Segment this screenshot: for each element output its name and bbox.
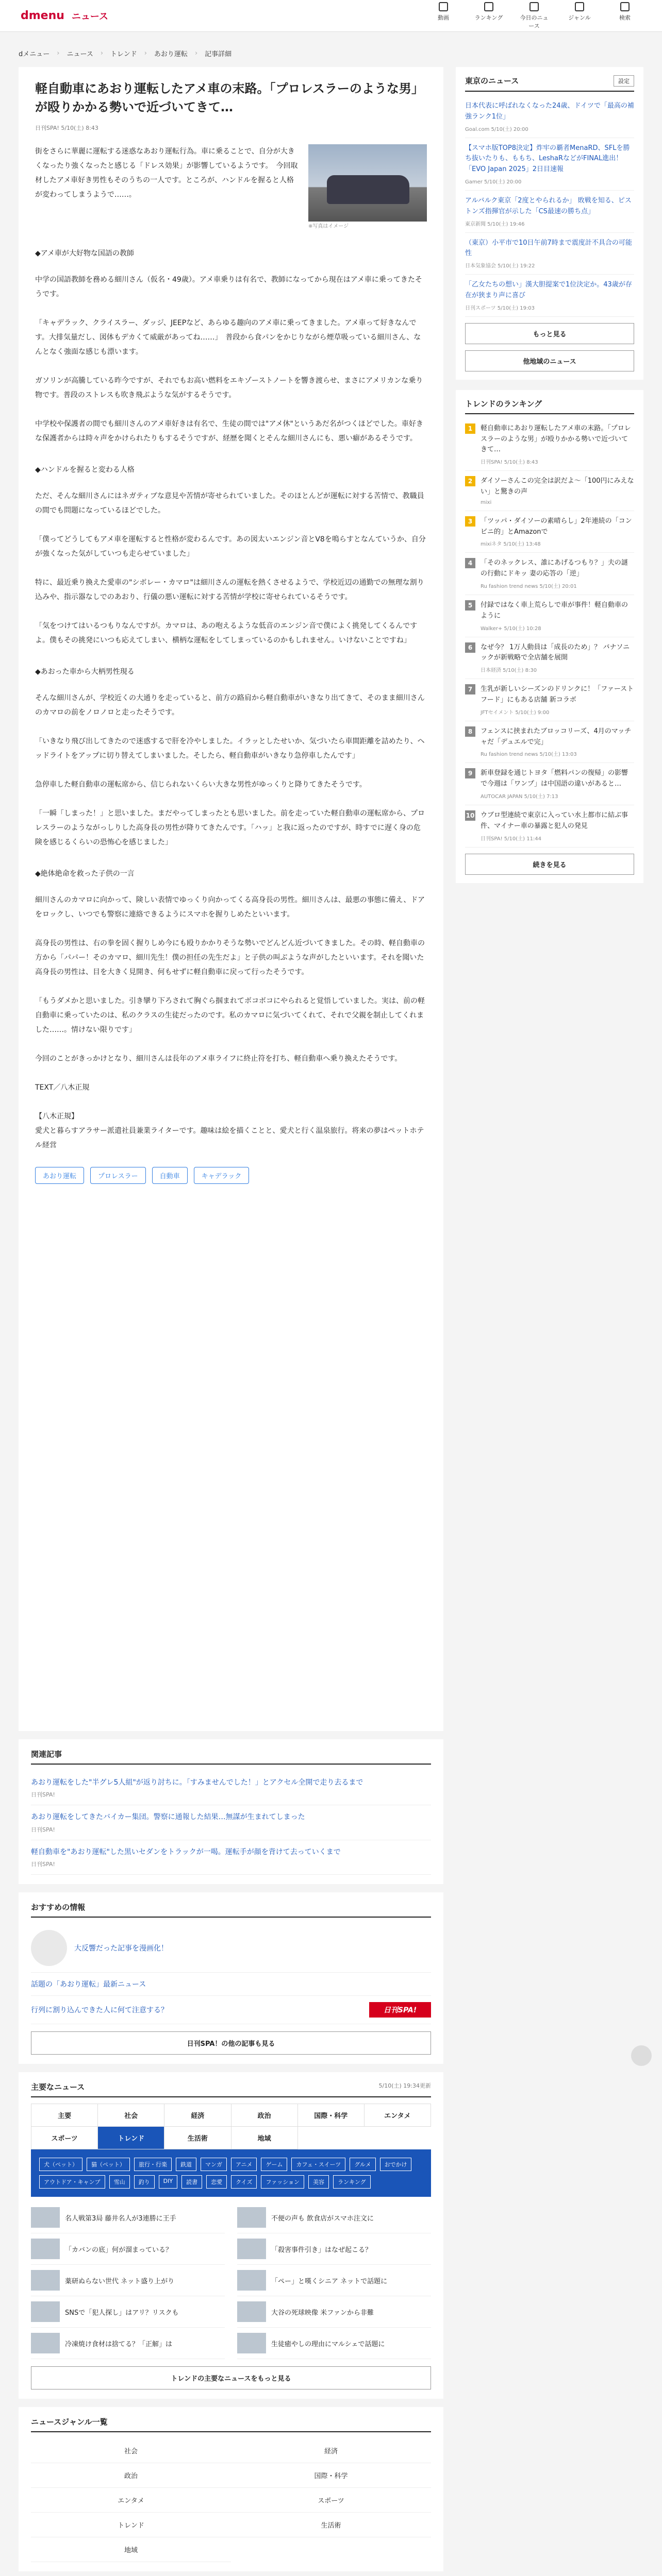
breadcrumb-item[interactable]: dメニュー xyxy=(19,50,50,58)
section-heading: ◆ハンドルを握ると変わる人格 xyxy=(35,466,135,474)
news-title[interactable]: 不便の声も 飲食店がスマホ注文に xyxy=(271,2214,374,2223)
recommend-item[interactable] xyxy=(31,1924,431,1973)
related-item[interactable] xyxy=(31,1840,431,1875)
tokyo-news-link[interactable]: （東京）小平市で10日午前7時まで震度計不具合の可能性 xyxy=(465,239,632,258)
ranking-body xyxy=(481,684,634,716)
ranking-link[interactable]: 「ツッパ・ダイソーの素晴らし」2年連続の「コンビニ的」とAmazonで xyxy=(481,517,632,536)
ranking-number: 6 xyxy=(465,642,475,653)
ranking-source: mixi xyxy=(481,499,492,505)
news-section-title[interactable]: ニュース xyxy=(71,11,109,22)
header-nav-label: 今日のニュース xyxy=(520,14,549,29)
tokyo-news-item[interactable] xyxy=(465,96,634,138)
topic-chip[interactable]: 犬（ペット） xyxy=(39,2158,82,2171)
article-paragraph: 中学の国語教師を務める細川さん（仮名・49歳）。アメ車乗りは有名で、教師になってから現在はアメ車に乗ってきたそうです。 xyxy=(35,276,422,298)
header-nav-label: 検索 xyxy=(619,14,631,21)
tokyo-news-source: Goal.com 5/10(土) 20:00 xyxy=(465,126,528,132)
ranking-item[interactable] xyxy=(465,511,634,553)
tokyo-news-source: Gamer 5/10(土) 20:00 xyxy=(465,179,522,185)
topic-chip[interactable]: ランキング xyxy=(333,2175,371,2189)
header-nav-1[interactable] xyxy=(427,2,460,30)
tag-link[interactable]: キャデラック xyxy=(194,1167,250,1184)
ranking-item[interactable] xyxy=(465,721,634,764)
ranking-number: 2 xyxy=(465,476,475,486)
news-title[interactable]: SNSで「犯人探し」はアリ？リスクも xyxy=(65,2309,179,2317)
tab-3[interactable]: 経済 xyxy=(164,2104,231,2127)
related-source: 日刊SPA! xyxy=(31,1791,55,1799)
article-paragraph: 中学校や保護者の間でも細川さんのアメ車好きは有名で、生徒の間では"アメ休"というあだ名がつくほどでした。車好きな保護者からは時々声をかけられたりもするそうですが、経歴を聞くとそんな細川さんにも、悪い癖があるそうです。 xyxy=(35,420,423,443)
news-thumbnail xyxy=(31,2207,60,2228)
genre-link[interactable]: 政治 xyxy=(31,2463,231,2488)
manga-thumbnail-icon xyxy=(31,1930,67,1966)
article-body xyxy=(35,248,427,1066)
ranking-item[interactable] xyxy=(465,637,634,680)
genre-link[interactable]: トレンド xyxy=(31,2513,231,2537)
ranking-body xyxy=(481,642,634,674)
ranking-source: Walker+ 5/10(土) 10:28 xyxy=(481,625,541,632)
related-link[interactable]: あおり運転をした"半グレ5人組"が返り討ちに。「すみませんでした！」とアクセル全開で走り去るまで xyxy=(31,1778,363,1787)
ranking-link[interactable]: ダイソーさんこの完全は訳だよ〜「100円にみえない」と驚きの声 xyxy=(481,477,634,496)
topic-chip[interactable]: 猫（ペット） xyxy=(87,2158,130,2171)
news-tabs xyxy=(31,2104,431,2149)
tokyo-news xyxy=(456,67,643,380)
recommend-section xyxy=(19,1892,443,2064)
news-grid xyxy=(31,2197,431,2359)
ranking-number: 3 xyxy=(465,516,475,527)
header-nav-3[interactable] xyxy=(518,2,551,30)
ranking-number: 9 xyxy=(465,768,475,778)
news-title[interactable]: 名人戦第3局 藤井名人が3連勝に王手 xyxy=(65,2214,176,2223)
recommend-item[interactable] xyxy=(31,1996,431,2024)
ranking-body xyxy=(481,726,634,758)
ranking-source: 日刊SPA! 5/10(土) 11:44 xyxy=(481,836,542,842)
genre-link[interactable]: 地域 xyxy=(31,2537,231,2562)
ranking-item[interactable] xyxy=(465,763,634,805)
trend-more-button[interactable]: トレンドの主要なニュースをもっと見る xyxy=(31,2366,431,2389)
news-item[interactable] xyxy=(237,2202,431,2233)
profile-heading: 【八木正規】 xyxy=(35,1112,78,1121)
breadcrumb-item[interactable]: ニュース xyxy=(67,50,93,58)
spa-logo: 日刊SPA! xyxy=(369,2002,431,2018)
clock-icon xyxy=(529,2,539,11)
tokyo-more-button[interactable]: もっと見る xyxy=(465,323,634,344)
article-lead: 街をさらに華麗に運転する迷惑なあおり運転行為。車に乗ることで、自分が大きくなったり強くなったと感じる「ドレス効果」が影響しているようです。 今回取材したアメ車好き男性もそのうちの一人です。ところが、ハンドルを握ると人格が変わってしまうようで……。 xyxy=(35,147,298,199)
tokyo-news-source: 東京新聞 5/10(土) 19:46 xyxy=(465,221,525,227)
related-link[interactable]: あおり運転をしてきたバイカー集団。警察に通報した結果…無謀が生まれてしまった xyxy=(31,1813,305,1822)
article-paragraph: 「いきなり飛び出してきたので迷惑するで肝を冷やしました。イラッとしたせいか、気づいたら車間距離を詰めたり、ヘッドライトをアップに切り替えてしまいました。そしたら、軽自動車がいきなり急停車したんです」 xyxy=(35,737,425,760)
video-icon xyxy=(439,2,448,11)
ranking-body xyxy=(481,810,634,842)
tag-link[interactable]: あおり運転 xyxy=(35,1167,84,1184)
ranking-item[interactable] xyxy=(465,418,634,471)
genre-heading: ニュースジャンル一覧 xyxy=(31,2416,431,2432)
profile-text: 愛犬と暮らすアラサー派遣社員兼業ライターです。趣味は絵を描くことと、愛犬と行く温泉旅行。将来の夢はペットホテル経営 xyxy=(35,1127,424,1149)
related-source: 日刊SPA! xyxy=(31,1826,55,1833)
article-paragraph: 今回のことがきっかけとなり、細川さんは長年のアメ車ライフに終止符を打ち、軽自動車へ乗り換えたそうです。 xyxy=(35,1055,402,1063)
section-heading: ◆絶体絶命を救った子供の一言 xyxy=(35,870,135,878)
recommend-link[interactable]: 行列に割り込んできた人に何て注意する？ xyxy=(31,2006,168,2015)
global-header xyxy=(0,0,662,32)
news-item[interactable] xyxy=(31,2296,225,2328)
tab-9[interactable]: 生活術 xyxy=(164,2127,231,2149)
topic-chip[interactable]: 鉄道 xyxy=(176,2158,196,2171)
breadcrumb-separator-icon: › xyxy=(100,49,104,57)
ranking-number: 10 xyxy=(465,810,475,821)
ranking-body xyxy=(481,476,634,505)
tokyo-news-item[interactable] xyxy=(465,191,634,233)
settings-button[interactable]: 設定 xyxy=(614,75,634,87)
header-nav-2[interactable] xyxy=(472,2,505,30)
news-item[interactable] xyxy=(237,2265,431,2296)
genre-section xyxy=(19,2407,443,2571)
ranking-link[interactable]: なぜ今？ 1万人動員は「成長のため」？ バナソニックが新戦略で全店舗を展開 xyxy=(481,643,630,662)
tab-1[interactable]: 主要 xyxy=(31,2104,98,2127)
tokyo-news-source: 日本気象協会 5/10(土) 19:22 xyxy=(465,263,535,269)
header-nav xyxy=(427,2,641,30)
section-heading: ◆アメ車が大好物な国語の教師 xyxy=(35,249,134,258)
ranking-item[interactable] xyxy=(465,595,634,637)
article-paragraph: 「気をつけてはいるつもりなんですが。カマロは、あの咆えるような低音のエンジン音で僕によく挑発してくるんですよ。僕もその挑発にいつも応えてしまい、横柄な運転をしてしまっているのかもしれません。いけないことですね」 xyxy=(35,622,418,645)
topic-chip[interactable]: ファッション xyxy=(261,2175,304,2189)
recommend-item[interactable] xyxy=(31,1973,431,1996)
crown-icon xyxy=(484,2,493,11)
ranking-body xyxy=(481,600,634,632)
ranking-item[interactable] xyxy=(465,471,634,511)
topic-chip[interactable]: アウトドア・キャンプ xyxy=(39,2175,105,2189)
article-photo[interactable] xyxy=(308,144,427,222)
ranking-number: 8 xyxy=(465,726,475,737)
breadcrumb-separator-icon: › xyxy=(57,49,60,57)
article xyxy=(19,67,443,1731)
header-nav-4[interactable] xyxy=(563,2,596,30)
news-thumbnail xyxy=(31,2333,60,2353)
ranking-number: 7 xyxy=(465,684,475,694)
related-item[interactable] xyxy=(31,1805,431,1840)
related-item[interactable] xyxy=(31,1771,431,1805)
news-thumbnail xyxy=(237,2301,266,2322)
tab-8[interactable]: トレンド xyxy=(98,2127,164,2149)
news-item[interactable] xyxy=(31,2328,225,2359)
breadcrumb-separator-icon: › xyxy=(144,49,147,57)
topic-chip[interactable]: アニメ xyxy=(231,2158,257,2171)
ranking-number: 1 xyxy=(465,423,475,434)
recommend-link[interactable]: 大反響だった記事を漫画化！ xyxy=(74,1944,168,1953)
news-thumbnail xyxy=(31,2270,60,2291)
topic-chip[interactable]: おでかけ xyxy=(380,2158,412,2171)
section-heading: ◆あおった車から大柄男性現る xyxy=(35,668,135,676)
topic-chip[interactable]: DIY xyxy=(159,2175,177,2189)
tab-2[interactable]: 社会 xyxy=(98,2104,164,2127)
tag-link[interactable]: 自動車 xyxy=(152,1167,188,1184)
article-paragraph: 「一瞬「しまった！」と思いました。まだやってしまったとも思いました。前を走っていた軽自動車の運転席から、プロレスラーのようながっしりした高身長の男性が降りてきたんです。「ハッ」と我に返ったのですが、時すでに遅く身の危険を感じるくらいの恐怖心を感じました」 xyxy=(35,809,425,846)
recommend-link[interactable]: 話題の「あおり運転」最新ニュース xyxy=(31,1980,146,1989)
main-column xyxy=(19,67,443,2571)
topic-chip[interactable]: 読書 xyxy=(181,2175,202,2189)
main-news-heading: 主要なニュース xyxy=(31,2082,85,2092)
tab-4[interactable]: 政治 xyxy=(231,2104,298,2127)
topic-chip[interactable]: グルメ xyxy=(350,2158,375,2171)
article-paragraph: 細川さんのカマロに向かって、険しい表情でゆっくり向かってくる高身長の男性。細川さんは、最悪の事態に備え、ドアをロックし、いつでも警察に連絡できるようにスマホを握りしめたといいます。 xyxy=(35,896,425,919)
main-news-time: 5/10(土) 19:34更新 xyxy=(378,2082,431,2090)
breadcrumb xyxy=(19,44,643,62)
tokyo-news-link[interactable]: 【スマホ版TOP8決定】炸牢の覇者MenaRD、SFLを勝ち抜いたりも、ももち、LeshaRなどがFINAL進出！「EVO Japan 2025」2日目速報 xyxy=(465,144,630,174)
news-thumbnail xyxy=(31,2301,60,2322)
photo-caption: ※写真はイメージ xyxy=(308,224,349,229)
topic-chip[interactable]: 釣り xyxy=(134,2175,155,2189)
trend-ranking xyxy=(456,390,643,883)
related-heading: 関連記事 xyxy=(31,1749,431,1765)
article-paragraph: 「僕ってどうしてもアメ車を運転すると性格が変わるんです。あの図太いエンジン音とV8を鳴らすとなんていうか、自分が強くなった気がしていつも走らせていました」 xyxy=(35,535,426,558)
ranking-source: Ru fashion trend news 5/10(土) 13:03 xyxy=(481,752,577,758)
tag-list xyxy=(35,1167,427,1184)
genre-link[interactable]: エンタメ xyxy=(31,2488,231,2513)
ranking-source: 日刊SPA! 5/10(土) 8:43 xyxy=(481,460,538,466)
ranking-source: 日本経済 5/10(土) 8:30 xyxy=(481,668,537,674)
ranking-source: mixiネタ 5/10(土) 13:48 xyxy=(481,541,541,548)
header-nav-label: ランキング xyxy=(474,14,503,21)
genre-link[interactable]: 国際・科学 xyxy=(231,2463,431,2488)
tab-7[interactable]: スポーツ xyxy=(31,2127,98,2149)
spa-more-button[interactable]: 日刊SPA！の他の記事も見る xyxy=(31,2031,431,2055)
ranking-link[interactable]: 新車登録を通じトヨタ「燃料パンの復帰」の影響で今週は「ワンプ」は中国語の違いがあると… xyxy=(481,769,628,788)
breadcrumb-item: 記事詳細 xyxy=(205,50,232,58)
ranking-body xyxy=(481,423,634,465)
tokyo-news-item[interactable] xyxy=(465,138,634,191)
ranking-source: Ru fashion trend news 5/10(土) 20:01 xyxy=(481,583,577,589)
news-title[interactable]: 「殺害事件引き」はなぜ起こる？ xyxy=(271,2246,372,2254)
topic-chip[interactable]: 恋愛 xyxy=(206,2175,227,2189)
news-item[interactable] xyxy=(31,2202,225,2233)
ranking-body xyxy=(481,516,634,548)
news-item[interactable] xyxy=(237,2328,431,2359)
article-meta: 日刊SPA! 5/10(土) 8:43 xyxy=(35,125,98,131)
news-title[interactable]: 薬研ぬらない世代 ネット盛り上がり xyxy=(65,2277,175,2285)
article-paragraph: 特に、最近乗り換えた愛車の"シボレー・カマロ"は細川さんの運転を熱くさせるようで、学校近辺の通勤での無理な割り込みや、指示器なしでのあおり、行儀の悪い運転に対する苦情が学校に寄せられているそうです。 xyxy=(35,579,424,601)
ranking-link[interactable]: 「そのネックレス、誰にあげるつもり？」夫の謎の行動にドキッ 妻の応答の「逆」 xyxy=(481,559,628,578)
genre-link[interactable]: 経済 xyxy=(231,2438,431,2463)
related-source: 日刊SPA! xyxy=(31,1861,55,1868)
news-thumbnail xyxy=(237,2270,266,2291)
dmenu-logo[interactable]: dmenu xyxy=(21,9,64,22)
ranking-link[interactable]: ウブロ型連続で東京に入ってい水上都市に結ぶ事件、マイナー車の暴露と犯人の発見 xyxy=(481,811,628,830)
ranking-number: 4 xyxy=(465,558,475,568)
article-paragraph: 「もうダメかと思いました。引き攣り下ろされて胸ぐら掴まれてボコボコにやられると覚悟していました。実は、前の軽自動車に乗っていたのは、私のクラスの生徒だったのです。私のカマロに気づいてくれて、それで父親を制止してくれました……。情けない限りです」 xyxy=(35,997,425,1034)
ranking-link[interactable]: 付録ではなく車上荒らしで車が事件！軽自動車のように xyxy=(481,601,628,620)
news-title[interactable]: 生徒癒やしの理由にマルシェで話題に xyxy=(271,2340,385,2348)
news-thumbnail xyxy=(237,2239,266,2259)
related-link[interactable]: 軽自動車を"あおり運転"した黒いセダンをトラックが一喝。運転手が顔を背けて去っていくまで xyxy=(31,1848,341,1856)
news-thumbnail xyxy=(237,2333,266,2353)
article-paragraph: 高身長の男性は、右の拳を固く握りしめ今にも殴りかかりそうな勢いでどんどん近づいてきました。その時、軽自動車の方から「パパー！そのカマロ、細川先生！僕の担任の先生だよ」と子供の叫ぶような声がしたといいます。それを聞いた高身長の男性は、目を大きく見開き、何もせずに軽自動車に戻って行ったそうです。 xyxy=(35,939,425,976)
news-thumbnail xyxy=(31,2239,60,2259)
news-title[interactable]: 「ペー」と嘆くシニア ネットで話題に xyxy=(271,2277,388,2285)
related-section xyxy=(19,1739,443,1884)
ranking-more-button[interactable]: 続きを見る xyxy=(465,854,634,875)
side-column xyxy=(456,67,643,2571)
news-item[interactable] xyxy=(31,2233,225,2265)
header-nav-label: ジャンル xyxy=(568,14,591,21)
genre-link[interactable]: スポーツ xyxy=(231,2488,431,2513)
tokyo-news-item[interactable] xyxy=(465,275,634,317)
article-paragraph: ガソリンが高騰している昨今ですが、それでもお高い燃料をエキゾーストノートを響き渡らせ、まさにアメリカンな乗り物です。普段のストレスも吹き飛ぶような気がするそうです。 xyxy=(35,377,423,399)
header-nav-label: 動画 xyxy=(438,14,449,21)
scroll-top-button[interactable] xyxy=(631,2045,652,2066)
topic-chip[interactable]: ゲーム xyxy=(261,2158,287,2171)
news-title[interactable]: 大谷の死球映像 米ファンから非難 xyxy=(271,2309,374,2317)
topic-chip[interactable]: クイズ xyxy=(231,2175,257,2189)
topic-chip[interactable]: マンガ xyxy=(201,2158,227,2171)
ranking-source: JFTセイメント 5/10(土) 9:00 xyxy=(481,709,550,716)
tab-6[interactable]: エンタメ xyxy=(365,2104,431,2127)
genre-link[interactable]: 生活術 xyxy=(231,2513,431,2537)
ranking-item[interactable] xyxy=(465,553,634,595)
ranking-body xyxy=(481,558,634,589)
tokyo-news-source: 日刊スポーツ 5/10(土) 19:03 xyxy=(465,305,535,311)
ranking-source: AUTOCAR JAPAN 5/10(土) 7:13 xyxy=(481,793,558,800)
tokyo-news-link[interactable]: 日本代表に呼ばれなくなった24歳、ドイツで「最高の補強ランク1位」 xyxy=(465,102,634,121)
topic-chip[interactable]: 雪山 xyxy=(109,2175,130,2189)
topic-chip[interactable]: 旅行・行楽 xyxy=(134,2158,172,2171)
breadcrumb-item[interactable]: あおり運転 xyxy=(154,50,188,58)
topic-chip[interactable]: カフェ・スイーツ xyxy=(291,2158,345,2171)
breadcrumb-separator-icon: › xyxy=(194,49,198,57)
recommend-heading: おすすめの情報 xyxy=(31,1902,431,1918)
search-icon xyxy=(620,2,630,11)
ranking-link[interactable]: 生乳が新しいシーズンのドリンクに！「ファーストフード」にもある店舗 新コラボ xyxy=(481,685,634,704)
tokyo-heading: 東京のニュース xyxy=(465,76,519,86)
news-item[interactable] xyxy=(31,2265,225,2296)
news-thumbnail xyxy=(237,2207,266,2228)
ranking-body xyxy=(481,768,634,800)
tab-10[interactable]: 地域 xyxy=(231,2127,298,2149)
breadcrumb-item[interactable]: トレンド xyxy=(110,50,137,58)
tokyo-news-item[interactable] xyxy=(465,233,634,275)
tag-link[interactable]: プロレスラー xyxy=(90,1167,146,1184)
ranking-link[interactable]: フェンスに挟まれたブロッコリーズ、4月のマッチャだ「デュエルで完」 xyxy=(481,727,632,746)
tab-5[interactable]: 国際・科学 xyxy=(298,2104,365,2127)
topic-chips xyxy=(31,2149,431,2197)
ranking-link[interactable]: 軽自動車にあおり運転したアメ車の末路。「プロレスラーのような男」が殴りかかる勢いで近づいてきて… xyxy=(481,424,631,454)
article-author: TEXT／八木正規 xyxy=(35,1083,90,1092)
car-image xyxy=(327,175,409,204)
news-title[interactable]: 冷凍焼け食材は捨てる？「正解」は xyxy=(65,2340,173,2348)
news-item[interactable] xyxy=(237,2296,431,2328)
article-paragraph: ただ、そんな細川さんにはネガティブな意見や苦情が寄せられていました。そのほとんどが運転に対する苦情で、教職員の間でも問題になっているほどでした。 xyxy=(35,492,424,515)
genre-link[interactable]: 社会 xyxy=(31,2438,231,2463)
article-paragraph: 「キャデラック、クライスラー、ダッジ、JEEPなど、あらゆる趣向のアメ車に乗ってきました。アメ車って好きなんです。大排気量だし、図体もデカくて威厳があってね……」 普段から食パンをかじりながら煙草吸っている細川さん、なんとなく強面な感じも漂います。 xyxy=(35,319,421,356)
tokyo-news-link[interactable]: アルバルク東京「2度とやられるか」 敗戦を知る、ピストンズ指揮官が示した「CS最速の勝ち点」 xyxy=(465,196,632,215)
ranking-item[interactable] xyxy=(465,805,634,848)
article-paragraph: そんな細川さんが、学校近くの大通りを走っていると、前方の路肩から軽自動車がいきなり出てきて、そのまま細川さんのカマロの前をノロノロと走ったそうです。 xyxy=(35,694,425,717)
news-item[interactable] xyxy=(237,2233,431,2265)
tokyo-news-link[interactable]: 「乙女たちの想い」漢大胆提案で1位決定か。43歳が存在が狭まり声に喜び xyxy=(465,281,632,299)
article-title: 軽自動車にあおり運転したアメ車の末路。「プロレスラーのような男」が殴りかかる勢いで近づいてきて… xyxy=(35,81,424,114)
other-area-button[interactable]: 他地域のニュース xyxy=(465,350,634,371)
ranking-heading: トレンドのランキング xyxy=(465,399,542,409)
article-paragraph: 急停車した軽自動車の運転席から、信じられないくらい大きな男性がゆっくりと降りてきたそうです。 xyxy=(35,781,367,789)
topic-chip[interactable]: 美容 xyxy=(308,2175,329,2189)
ranking-item[interactable] xyxy=(465,679,634,721)
ranking-number: 5 xyxy=(465,600,475,611)
main-news-section xyxy=(19,2072,443,2399)
header-nav-5[interactable] xyxy=(608,2,641,30)
news-title[interactable]: 「カバンの底」何が溜まっている？ xyxy=(65,2246,173,2254)
grid-icon xyxy=(575,2,584,11)
